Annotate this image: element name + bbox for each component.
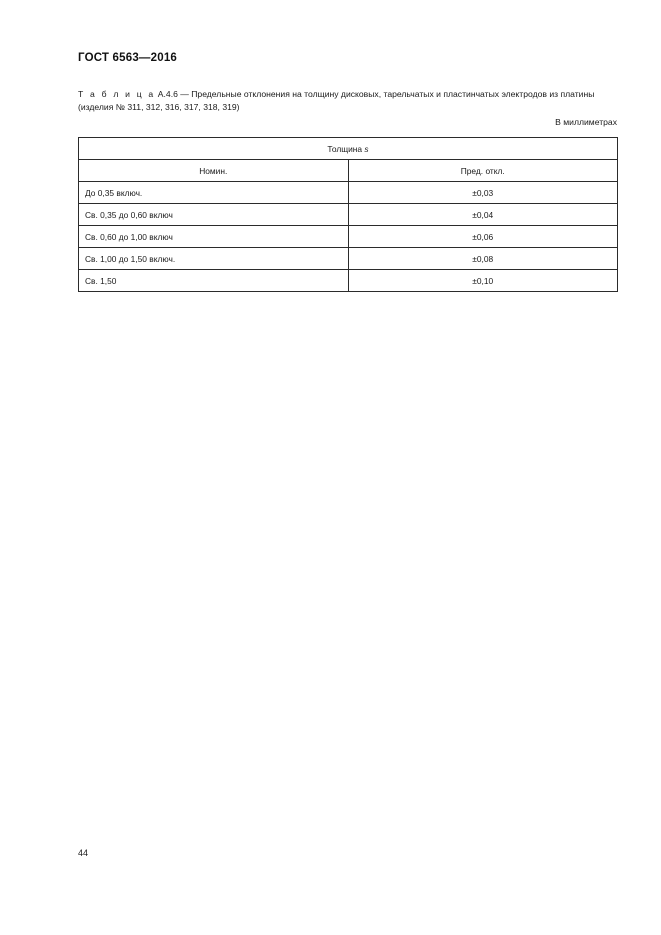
group-header-symbol: s	[364, 143, 369, 154]
table-column-header-row	[79, 160, 618, 182]
table-caption	[78, 88, 618, 115]
cell-deviation: ±0,10	[348, 270, 618, 292]
table-caption-dash: —	[180, 89, 189, 99]
cell-deviation: ±0,04	[348, 204, 618, 226]
table-row	[79, 270, 618, 292]
tolerance-table	[78, 137, 618, 292]
cell-nominal: Св. 1,50	[79, 270, 349, 292]
table-caption-label: Т а б л и ц а	[78, 89, 156, 99]
table-row	[79, 248, 618, 270]
cell-nominal: Св. 0,60 до 1,00 включ	[79, 226, 349, 248]
table-group-header-row	[79, 138, 618, 160]
cell-deviation: ±0,06	[348, 226, 618, 248]
group-header-label: Толщина	[327, 143, 363, 154]
page-number: 44	[78, 848, 89, 858]
table-group-header	[79, 138, 618, 160]
standard-designation: ГОСТ 6563—2016	[78, 52, 178, 64]
units-note: В миллиметрах	[555, 117, 617, 127]
table-row	[79, 182, 618, 204]
table-row	[79, 226, 618, 248]
table-row	[79, 204, 618, 226]
column-header-nominal: Номин.	[79, 160, 349, 182]
table-caption-text: Предельные отклонения на толщину дисковых, тарельчатых и пластинчатых электродов из платины (изделия № 311, 312, 316, 317, 318, 319)	[78, 89, 595, 113]
table-caption-number: А.4.6	[157, 89, 178, 99]
cell-deviation: ±0,03	[348, 182, 618, 204]
cell-deviation: ±0,08	[348, 248, 618, 270]
column-header-deviation: Пред. откл.	[348, 160, 618, 182]
cell-nominal: Св. 1,00 до 1,50 включ.	[79, 248, 349, 270]
cell-nominal: Св. 0,35 до 0,60 включ	[79, 204, 349, 226]
cell-nominal: До 0,35 включ.	[79, 182, 349, 204]
